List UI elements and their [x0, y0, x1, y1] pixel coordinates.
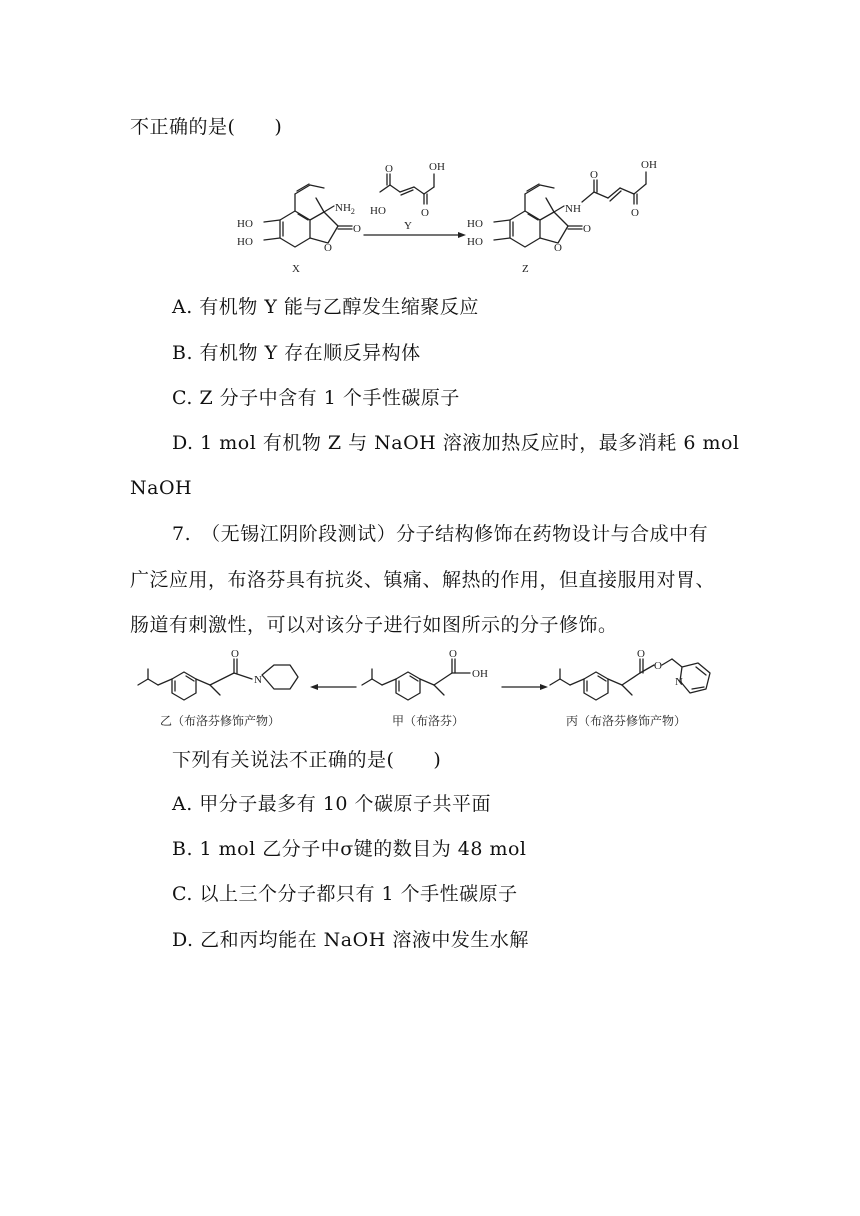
jia-oh: OH	[472, 668, 488, 680]
bing-carbonyl-o: O	[637, 648, 645, 660]
product-label-z: Z	[522, 263, 529, 275]
q7-question: 下列有关说法不正确的是( )	[172, 749, 442, 771]
q7-stem-line-3: 肠道有刺激性，可以对该分子进行如图所示的分子修饰。	[130, 614, 618, 636]
yi-carbonyl-o: O	[231, 648, 239, 660]
y-o-left: O	[385, 163, 393, 175]
z-oh: OH	[641, 159, 657, 171]
arrowhead	[458, 232, 466, 238]
q7-option-b: B. 1 mol 乙分子中σ键的数目为 48 mol	[172, 838, 527, 860]
jia-caption: 甲（布洛芬）	[392, 714, 465, 728]
molecule-z	[467, 159, 657, 275]
z-ho-bottom: HO	[467, 236, 483, 248]
molecule-jia	[362, 648, 488, 728]
reaction-scheme-ibuprofen	[130, 645, 730, 735]
x-carbonyl-o: O	[353, 223, 361, 235]
bing-pyridine-n: N	[675, 676, 683, 688]
q6-option-b: B. 有机物 Y 存在顺反异构体	[172, 342, 421, 364]
molecule-y	[370, 161, 445, 219]
q7-option-a: A. 甲分子最多有 10 个碳原子共平面	[172, 793, 492, 815]
q6-stem-tail: 不正确的是( )	[130, 116, 283, 138]
molecule-bing	[550, 648, 710, 728]
z-ring-o: O	[554, 242, 562, 254]
z-acid-o: O	[631, 207, 639, 219]
q7-option-c: C. 以上三个分子都只有 1 个手性碳原子	[172, 883, 518, 905]
molecule-yi	[138, 648, 298, 728]
z-amide-o: O	[590, 169, 598, 181]
bing-caption: 丙（布洛芬修饰产物）	[566, 714, 687, 728]
reagent-label-y: Y	[404, 220, 412, 232]
arrowhead-right	[540, 684, 548, 690]
q6-option-d-cont: NaOH	[130, 477, 193, 499]
x-ring-o: O	[324, 242, 332, 254]
arrowhead-left	[310, 684, 318, 690]
q6-option-a: A. 有机物 Y 能与乙醇发生缩聚反应	[172, 296, 479, 318]
x-ho-top: HO	[237, 218, 253, 230]
jia-carbonyl-o: O	[449, 648, 457, 660]
y-oh-right: OH	[429, 161, 445, 173]
reactant-label-x: X	[292, 263, 300, 275]
z-ho-top: HO	[467, 218, 483, 230]
y-o-right: O	[421, 207, 429, 219]
q7-option-d: D. 乙和丙均能在 NaOH 溶液中发生水解	[172, 929, 529, 951]
yi-n: N	[254, 674, 262, 686]
reaction-scheme-x-to-z	[220, 150, 690, 280]
bing-ester-o: O	[654, 660, 662, 672]
y-ho-left: HO	[370, 205, 386, 217]
z-carbonyl-o: O	[583, 223, 591, 235]
z-nh: NH	[565, 203, 581, 215]
q7-stem-line-1: 7. （无锡江阴阶段测试）分子结构修饰在药物设计与合成中有	[172, 523, 709, 545]
yi-caption: 乙（布洛芬修饰产物）	[160, 714, 281, 728]
q6-option-d: D. 1 mol 有机物 Z 与 NaOH 溶液加热反应时，最多消耗 6 mol	[172, 432, 740, 454]
q7-stem-line-2: 广泛应用，布洛芬具有抗炎、镇痛、解热的作用，但直接服用对胃、	[130, 569, 716, 591]
x-ho-bottom: HO	[237, 236, 253, 248]
molecule-x	[237, 184, 361, 275]
q6-option-c: C. Z 分子中含有 1 个手性碳原子	[172, 387, 460, 409]
x-nh2: $NH_2$	[335, 202, 355, 216]
